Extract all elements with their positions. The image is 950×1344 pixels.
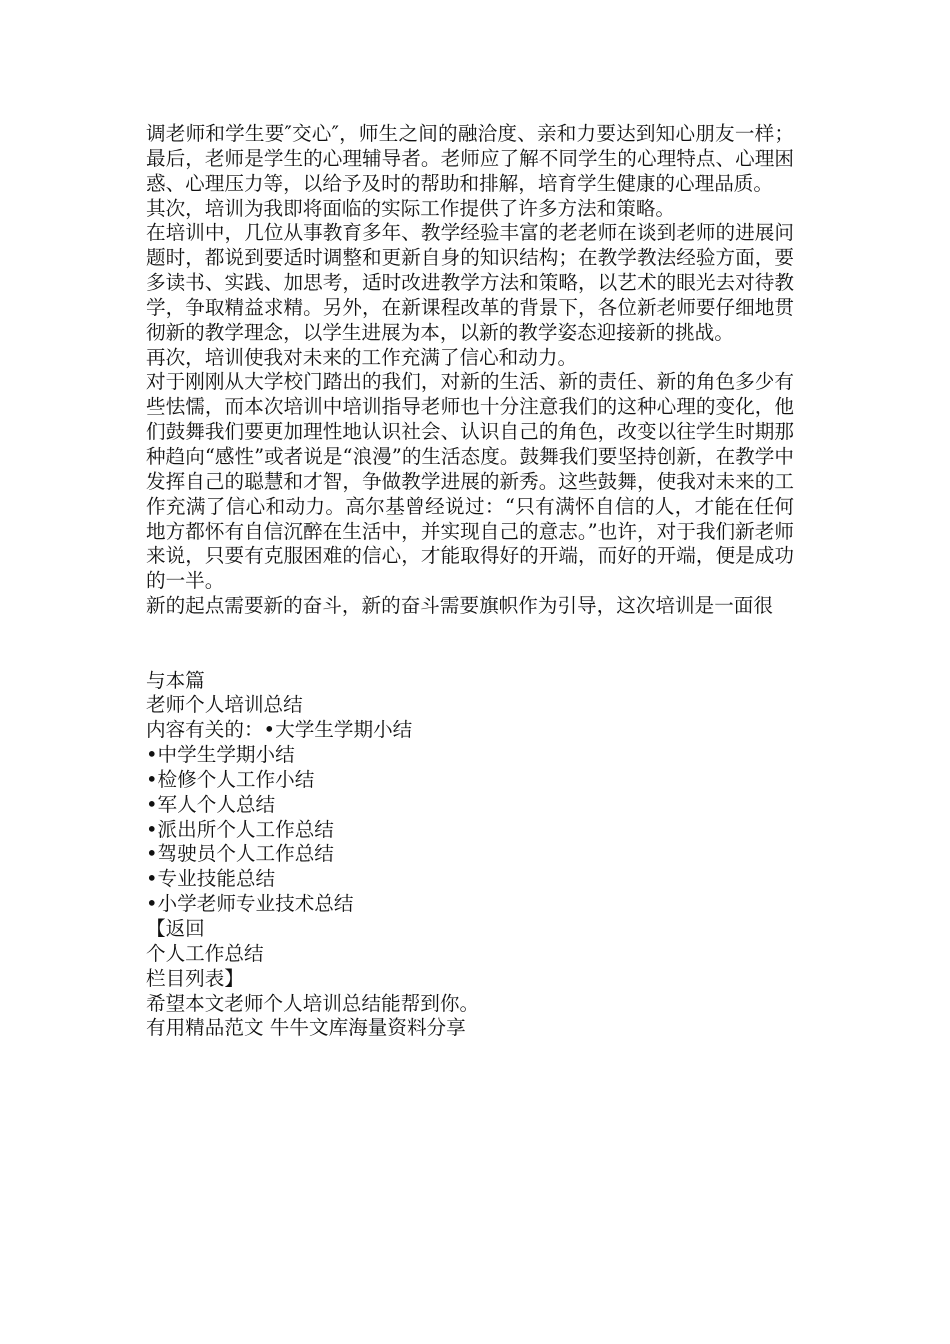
related-item-link[interactable]: 内容有关的：•大学生学期小结 [146, 718, 413, 742]
related-item-link[interactable]: •中学生学期小结 [146, 743, 295, 767]
related-item-link[interactable]: •专业技能总结 [146, 867, 276, 891]
back-link-open[interactable]: 【返回 [146, 917, 205, 940]
body-paragraph: 对于刚刚从大学校门踏出的我们，对新的生活、新的责任、新的角色多少有些怯懦，而本次培训中培训指导老师也十分注意我们的这种心理的变化，他们鼓舞我们要更加理性地认识社会、认识自己的角色，改变以往学生时期那种趋向“感性”或者说是“浪漫”的生活态度。鼓舞我们要坚持创新，在教学中发挥自己的聪慧和才智，争做教学进展的新秀。这些鼓舞，使我对未来的工作充满了信心和动力。高尔基曾经说过：“只有满怀自信的人，才能在任何地方都怀有自信沉醉在生活中，并实现自己的意志。”也许，对于我们新老师来说，只要有克服困难的信心，才能取得好的开端，而好的开端，便是成功的一半。 [146, 370, 794, 593]
related-item-link[interactable]: •军人个人总结 [146, 792, 276, 816]
related-title-link[interactable]: 老师个人培训总结 [146, 693, 303, 717]
footer-source-line: 有用精品范文 牛牛文库海量资料分享 [146, 1016, 466, 1040]
body-paragraph: 新的起点需要新的奋斗，新的奋斗需要旗帜作为引导，这次培训是一面很 [146, 594, 773, 618]
body-paragraph: 调老师和学生要″交心″，师生之间的融洽度、亲和力要达到知心朋友一样；最后，老师是学生的心理辅导者。老师应了解不同学生的心理特点、心理困惑、心理压力等，以给予及时的帮助和排解，培育学生健康的心理品质。 [146, 122, 794, 195]
related-heading: 与本篇 [146, 668, 205, 692]
body-paragraph: 再次，培训使我对未来的工作充满了信心和动力。 [146, 345, 578, 369]
body-paragraph: 在培训中，几位从事教育多年、教学经验丰富的老老师在谈到老师的进展问题时，都说到要适时调整和更新自身的知识结构；在教学教法经验方面，要多读书、实践、加思考，适时改进教学方法和策略，以艺术的眼光去对待教学，争取精益求精。另外，在新课程改革的背景下，各位新老师要仔细地贯彻新的教学理念，以学生进展为本，以新的教学姿态迎接新的挑战。 [146, 221, 794, 344]
related-item-link[interactable]: •小学老师专业技术总结 [146, 892, 354, 916]
back-link-close[interactable]: 栏目列表】 [146, 966, 244, 990]
document-page [146, 122, 794, 1041]
back-link-category[interactable]: 个人工作总结 [146, 941, 264, 965]
related-item-link[interactable]: •驾驶员个人工作总结 [146, 842, 334, 866]
related-item-link[interactable]: •检修个人工作小结 [146, 767, 315, 791]
related-item-link[interactable]: •派出所个人工作总结 [146, 817, 334, 841]
body-paragraph: 其次，培训为我即将面临的实际工作提供了许多方法和策略。 [146, 196, 676, 220]
closing-note: 希望本文老师个人培训总结能帮到你。 [146, 991, 480, 1015]
related-section [146, 669, 794, 1042]
section-gap [146, 619, 794, 669]
